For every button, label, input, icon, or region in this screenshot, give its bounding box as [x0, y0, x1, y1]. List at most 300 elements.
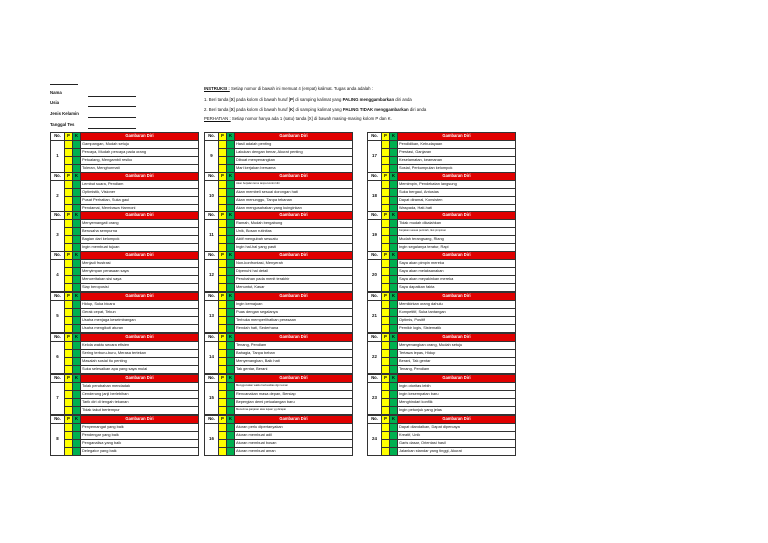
item-group-2: [50, 172, 199, 213]
usia-field[interactable]: [88, 106, 136, 107]
p-checkbox[interactable]: [65, 308, 73, 316]
item-group-7: [50, 374, 199, 415]
k-checkbox[interactable]: [227, 342, 235, 350]
p-checkbox[interactable]: [65, 148, 73, 156]
statement-text: Menceritakan sisi saya: [81, 275, 199, 283]
item-number: 4: [51, 260, 65, 292]
header-gambaran-diri: Gambaran Diri: [398, 173, 516, 181]
k-checkbox[interactable]: [227, 188, 235, 196]
p-checkbox[interactable]: [219, 324, 227, 332]
k-checkbox[interactable]: [390, 324, 398, 332]
p-checkbox[interactable]: [219, 188, 227, 196]
p-checkbox[interactable]: [65, 390, 73, 398]
k-checkbox[interactable]: [390, 283, 398, 291]
table-row: [51, 431, 199, 439]
header-k: K: [390, 133, 398, 141]
k-checkbox[interactable]: [73, 406, 81, 414]
p-checkbox[interactable]: [65, 398, 73, 406]
p-checkbox[interactable]: [382, 342, 390, 350]
table-row: [205, 164, 353, 172]
k-checkbox[interactable]: [390, 267, 398, 275]
statement-text: Suka bergaul, Antusias: [398, 188, 516, 196]
p-checkbox[interactable]: [382, 431, 390, 439]
k-checkbox[interactable]: [227, 243, 235, 251]
statement-text: Aturan membuat aman: [235, 447, 353, 455]
k-checkbox[interactable]: [227, 424, 235, 432]
table-row: [205, 324, 353, 332]
k-checkbox[interactable]: [73, 267, 81, 275]
k-checkbox[interactable]: [227, 431, 235, 439]
k-checkbox[interactable]: [73, 220, 81, 228]
instruction-line-1: 1. Beri tanda [X] pada kolom di bawah huruf [P] di samping kalimat yang PALING menggambarkan diri anda: [204, 97, 412, 102]
p-checkbox[interactable]: [219, 406, 227, 414]
header-no: No.: [368, 252, 382, 260]
p-checkbox[interactable]: [382, 357, 390, 365]
k-checkbox[interactable]: [227, 181, 235, 189]
table-row: [368, 342, 516, 350]
p-checkbox[interactable]: [382, 390, 390, 398]
k-checkbox[interactable]: [227, 398, 235, 406]
p-checkbox[interactable]: [382, 227, 390, 235]
header-gambaran-diri: Gambaran Diri: [235, 212, 353, 220]
p-checkbox[interactable]: [65, 227, 73, 235]
k-checkbox[interactable]: [227, 164, 235, 172]
p-checkbox[interactable]: [219, 431, 227, 439]
k-checkbox[interactable]: [73, 141, 81, 149]
statement-text: Kerjakan sesuai perintah, Ikut pimpinan: [398, 227, 516, 235]
k-checkbox[interactable]: [390, 227, 398, 235]
p-checkbox[interactable]: [65, 316, 73, 324]
table-row: [51, 220, 199, 228]
p-checkbox[interactable]: [382, 220, 390, 228]
table-header-row: [205, 375, 353, 383]
table-header-row: [368, 133, 516, 141]
header-k: K: [73, 252, 81, 260]
jenis-kelamin-label: Jenis Kelamin: [50, 111, 79, 116]
header-p: P: [382, 212, 390, 220]
k-checkbox[interactable]: [73, 390, 81, 398]
k-checkbox[interactable]: [73, 188, 81, 196]
table-row: [205, 406, 353, 414]
header-p: P: [65, 375, 73, 383]
header-k: K: [227, 293, 235, 301]
header-k: K: [227, 212, 235, 220]
p-checkbox[interactable]: [382, 156, 390, 164]
header-p: P: [382, 133, 390, 141]
k-checkbox[interactable]: [73, 365, 81, 373]
k-checkbox[interactable]: [390, 349, 398, 357]
p-checkbox[interactable]: [65, 181, 73, 189]
k-checkbox[interactable]: [73, 275, 81, 283]
p-checkbox[interactable]: [219, 301, 227, 309]
k-checkbox[interactable]: [227, 324, 235, 332]
header-k: K: [227, 173, 235, 181]
statement-text: Jalankan standar yang tinggi, Akurat: [398, 447, 516, 455]
p-checkbox[interactable]: [382, 383, 390, 391]
statement-text: Waspada, Hati-hati: [398, 204, 516, 212]
k-checkbox[interactable]: [73, 283, 81, 291]
p-checkbox[interactable]: [382, 424, 390, 432]
k-checkbox[interactable]: [390, 181, 398, 189]
statement-text: Tertawa lepas, Hidup: [398, 349, 516, 357]
k-checkbox[interactable]: [73, 164, 81, 172]
p-checkbox[interactable]: [219, 196, 227, 204]
k-checkbox[interactable]: [73, 424, 81, 432]
p-checkbox[interactable]: [65, 383, 73, 391]
statement-text: Suka selesaikan apa yang saya mulai: [81, 365, 199, 373]
table-row: [51, 141, 199, 149]
k-checkbox[interactable]: [227, 308, 235, 316]
p-checkbox[interactable]: [382, 141, 390, 149]
header-k: K: [73, 212, 81, 220]
k-checkbox[interactable]: [73, 196, 81, 204]
header-k: K: [227, 375, 235, 383]
statement-text: Saya akan melaksanakan: [398, 267, 516, 275]
statement-text: Keselamatan, keamanan: [398, 156, 516, 164]
p-checkbox[interactable]: [382, 439, 390, 447]
statement-text: Aktif mengubah sesuatu: [235, 235, 353, 243]
k-checkbox[interactable]: [390, 243, 398, 251]
p-checkbox[interactable]: [382, 406, 390, 414]
k-checkbox[interactable]: [227, 141, 235, 149]
k-checkbox[interactable]: [227, 156, 235, 164]
k-checkbox[interactable]: [390, 431, 398, 439]
header-no: No.: [205, 334, 219, 342]
statement-text: Tidak mudah dikalahkan: [398, 220, 516, 228]
header-p: P: [65, 173, 73, 181]
p-checkbox[interactable]: [65, 220, 73, 228]
k-checkbox[interactable]: [227, 227, 235, 235]
header-gambaran-diri: Gambaran Diri: [398, 416, 516, 424]
header-no: No.: [205, 133, 219, 141]
k-checkbox[interactable]: [390, 383, 398, 391]
table-row: [368, 196, 516, 204]
table-row: [205, 301, 353, 309]
header-gambaran-diri: Gambaran Diri: [235, 133, 353, 141]
p-checkbox[interactable]: [219, 260, 227, 268]
table-row: [205, 156, 353, 164]
p-checkbox[interactable]: [65, 196, 73, 204]
k-checkbox[interactable]: [73, 398, 81, 406]
p-checkbox[interactable]: [65, 188, 73, 196]
k-checkbox[interactable]: [227, 283, 235, 291]
p-checkbox[interactable]: [382, 308, 390, 316]
k-checkbox[interactable]: [73, 308, 81, 316]
k-checkbox[interactable]: [227, 365, 235, 373]
p-checkbox[interactable]: [65, 357, 73, 365]
k-checkbox[interactable]: [73, 439, 81, 447]
table-row: [368, 188, 516, 196]
p-checkbox[interactable]: [219, 235, 227, 243]
header-k: K: [73, 375, 81, 383]
k-checkbox[interactable]: [390, 406, 398, 414]
p-checkbox[interactable]: [219, 267, 227, 275]
k-checkbox[interactable]: [390, 196, 398, 204]
p-checkbox[interactable]: [382, 349, 390, 357]
table-row: [368, 349, 516, 357]
k-checkbox[interactable]: [390, 424, 398, 432]
k-checkbox[interactable]: [227, 447, 235, 455]
table-header-row: [51, 416, 199, 424]
k-checkbox[interactable]: [227, 275, 235, 283]
k-checkbox[interactable]: [73, 431, 81, 439]
p-checkbox[interactable]: [65, 349, 73, 357]
p-checkbox[interactable]: [219, 342, 227, 350]
k-checkbox[interactable]: [73, 342, 81, 350]
k-checkbox[interactable]: [390, 357, 398, 365]
k-checkbox[interactable]: [227, 220, 235, 228]
p-checkbox[interactable]: [382, 365, 390, 373]
nama-field[interactable]: [88, 96, 136, 97]
table-row: [368, 283, 516, 291]
k-checkbox[interactable]: [390, 398, 398, 406]
jenis-kelamin-field[interactable]: [88, 117, 136, 118]
table-row: [205, 365, 353, 373]
item-number: 17: [368, 141, 382, 173]
p-checkbox[interactable]: [65, 439, 73, 447]
table-row: [51, 316, 199, 324]
p-checkbox[interactable]: [219, 156, 227, 164]
item-number: 11: [205, 220, 219, 252]
p-checkbox[interactable]: [382, 243, 390, 251]
p-checkbox[interactable]: [65, 365, 73, 373]
p-checkbox[interactable]: [65, 431, 73, 439]
k-checkbox[interactable]: [73, 235, 81, 243]
item-number: 6: [51, 342, 65, 374]
statement-text: Tolak perubahan mendadak: [81, 383, 199, 391]
k-checkbox[interactable]: [390, 156, 398, 164]
p-checkbox[interactable]: [382, 235, 390, 243]
item-number: 22: [368, 342, 382, 374]
p-checkbox[interactable]: [219, 357, 227, 365]
p-checkbox[interactable]: [65, 342, 73, 350]
p-checkbox[interactable]: [65, 235, 73, 243]
p-checkbox[interactable]: [65, 301, 73, 309]
p-checkbox[interactable]: [219, 141, 227, 149]
p-checkbox[interactable]: [65, 447, 73, 455]
p-checkbox[interactable]: [382, 188, 390, 196]
p-checkbox[interactable]: [219, 398, 227, 406]
table-row: [51, 406, 199, 414]
table-row: [368, 260, 516, 268]
k-checkbox[interactable]: [73, 260, 81, 268]
table-row: [51, 164, 199, 172]
p-checkbox[interactable]: [382, 196, 390, 204]
k-checkbox[interactable]: [227, 267, 235, 275]
k-checkbox[interactable]: [73, 243, 81, 251]
p-checkbox[interactable]: [65, 283, 73, 291]
statement-text: Tenang, Pendiam: [398, 365, 516, 373]
header-no: No.: [205, 252, 219, 260]
p-checkbox[interactable]: [65, 260, 73, 268]
p-checkbox[interactable]: [65, 164, 73, 172]
p-checkbox[interactable]: [65, 243, 73, 251]
k-checkbox[interactable]: [227, 316, 235, 324]
k-checkbox[interactable]: [227, 235, 235, 243]
p-checkbox[interactable]: [219, 148, 227, 156]
p-checkbox[interactable]: [219, 227, 227, 235]
header-no: No.: [51, 375, 65, 383]
p-checkbox[interactable]: [219, 164, 227, 172]
statement-text: Berani, Tak gentar: [398, 357, 516, 365]
p-checkbox[interactable]: [65, 424, 73, 432]
k-checkbox[interactable]: [227, 383, 235, 391]
p-checkbox[interactable]: [382, 275, 390, 283]
table-row: [205, 316, 353, 324]
p-checkbox[interactable]: [382, 260, 390, 268]
k-checkbox[interactable]: [73, 156, 81, 164]
statement-text: Tarik diri di tengah tekanan: [81, 398, 199, 406]
k-checkbox[interactable]: [73, 301, 81, 309]
statement-text: Lakukan dengan benar, Akurat penting: [235, 148, 353, 156]
p-checkbox[interactable]: [219, 181, 227, 189]
k-checkbox[interactable]: [390, 342, 398, 350]
p-checkbox[interactable]: [219, 383, 227, 391]
p-checkbox[interactable]: [219, 424, 227, 432]
table-row: [205, 260, 353, 268]
header-gambaran-diri: Gambaran Diri: [398, 293, 516, 301]
k-checkbox[interactable]: [390, 301, 398, 309]
k-checkbox[interactable]: [227, 196, 235, 204]
k-checkbox[interactable]: [227, 406, 235, 414]
k-checkbox[interactable]: [73, 349, 81, 357]
statement-text: Kreatif, Unik: [398, 431, 516, 439]
header-p: P: [219, 416, 227, 424]
k-checkbox[interactable]: [227, 260, 235, 268]
k-checkbox[interactable]: [227, 301, 235, 309]
k-checkbox[interactable]: [227, 390, 235, 398]
p-checkbox[interactable]: [382, 398, 390, 406]
statement-text: Usaha mengikuti aturan: [81, 324, 199, 332]
k-checkbox[interactable]: [390, 308, 398, 316]
p-checkbox[interactable]: [382, 283, 390, 291]
k-checkbox[interactable]: [390, 235, 398, 243]
table-row: [205, 196, 353, 204]
item-number: 15: [205, 383, 219, 415]
p-checkbox[interactable]: [219, 243, 227, 251]
k-checkbox[interactable]: [390, 164, 398, 172]
item-number: 24: [368, 424, 382, 456]
p-checkbox[interactable]: [382, 164, 390, 172]
k-checkbox[interactable]: [227, 439, 235, 447]
table-row: [51, 181, 199, 189]
p-checkbox[interactable]: [382, 148, 390, 156]
header-p: P: [382, 334, 390, 342]
table-row: [368, 141, 516, 149]
p-checkbox[interactable]: [65, 267, 73, 275]
k-checkbox[interactable]: [390, 439, 398, 447]
p-checkbox[interactable]: [382, 301, 390, 309]
table-row: [205, 424, 353, 432]
p-checkbox[interactable]: [382, 181, 390, 189]
statement-text: Penganalisa yang baik: [81, 439, 199, 447]
k-checkbox[interactable]: [73, 181, 81, 189]
p-checkbox[interactable]: [219, 275, 227, 283]
header-k: K: [390, 212, 398, 220]
k-checkbox[interactable]: [390, 447, 398, 455]
table-row: [51, 196, 199, 204]
table-row: [368, 390, 516, 398]
p-checkbox[interactable]: [219, 365, 227, 373]
k-checkbox[interactable]: [73, 148, 81, 156]
p-checkbox[interactable]: [219, 316, 227, 324]
k-checkbox[interactable]: [227, 148, 235, 156]
p-checkbox[interactable]: [219, 308, 227, 316]
tanggal-tes-label: Tanggal Tes: [50, 122, 75, 127]
k-checkbox[interactable]: [390, 260, 398, 268]
statement-text: Ingin kesempatan baru: [398, 390, 516, 398]
k-checkbox[interactable]: [73, 316, 81, 324]
k-checkbox[interactable]: [390, 141, 398, 149]
statement-text: Tenang, Pendiam: [235, 342, 353, 350]
p-checkbox[interactable]: [219, 349, 227, 357]
k-checkbox[interactable]: [390, 390, 398, 398]
p-checkbox[interactable]: [219, 439, 227, 447]
k-checkbox[interactable]: [390, 220, 398, 228]
k-checkbox[interactable]: [227, 349, 235, 357]
k-checkbox[interactable]: [227, 357, 235, 365]
k-checkbox[interactable]: [390, 148, 398, 156]
k-checkbox[interactable]: [390, 365, 398, 373]
tanggal-tes-field[interactable]: [88, 128, 136, 129]
item-group-8: [50, 415, 199, 456]
k-checkbox[interactable]: [390, 188, 398, 196]
p-checkbox[interactable]: [65, 324, 73, 332]
p-checkbox[interactable]: [65, 275, 73, 283]
p-checkbox[interactable]: [382, 267, 390, 275]
table-row: [51, 275, 199, 283]
item-number: 19: [368, 220, 382, 252]
k-checkbox[interactable]: [73, 383, 81, 391]
p-checkbox[interactable]: [219, 283, 227, 291]
k-checkbox[interactable]: [73, 447, 81, 455]
k-checkbox[interactable]: [390, 275, 398, 283]
header-gambaran-diri: Gambaran Diri: [398, 375, 516, 383]
header-gambaran-diri: Gambaran Diri: [398, 334, 516, 342]
p-checkbox[interactable]: [65, 156, 73, 164]
statement-text: Ingin otoritas lebih: [398, 383, 516, 391]
table-row: [51, 324, 199, 332]
k-checkbox[interactable]: [73, 357, 81, 365]
k-checkbox[interactable]: [73, 324, 81, 332]
statement-text: Menyenangkan orang, Mudah setuju: [398, 342, 516, 350]
header-no: No.: [368, 334, 382, 342]
statement-text: Aturan membuat adil: [235, 431, 353, 439]
p-checkbox[interactable]: [65, 141, 73, 149]
p-checkbox[interactable]: [219, 390, 227, 398]
p-checkbox[interactable]: [219, 220, 227, 228]
statement-text: Saya dapatkan fakta: [398, 283, 516, 291]
k-checkbox[interactable]: [73, 227, 81, 235]
p-checkbox[interactable]: [382, 324, 390, 332]
p-checkbox[interactable]: [219, 447, 227, 455]
table-row: [368, 301, 516, 309]
k-checkbox[interactable]: [390, 316, 398, 324]
p-checkbox[interactable]: [65, 406, 73, 414]
instruction-intro: INSTRUKSI : Setiap nomor di bawah ini memuat 4 (empat) kalimat. Tugas anda adalah :: [204, 86, 373, 91]
statement-text: Ingin petunjuk yang jelas: [398, 406, 516, 414]
statement-text: Ingin kemajuan: [235, 301, 353, 309]
table-row: [51, 424, 199, 432]
statement-text: Memikirkan orang dahulu: [398, 301, 516, 309]
p-checkbox[interactable]: [382, 447, 390, 455]
statement-text: Menyemangati orang: [81, 220, 199, 228]
table-row: [368, 243, 516, 251]
table-header-row: [205, 416, 353, 424]
p-checkbox[interactable]: [382, 316, 390, 324]
table-row: [368, 398, 516, 406]
usia-label: Usia: [50, 100, 60, 105]
